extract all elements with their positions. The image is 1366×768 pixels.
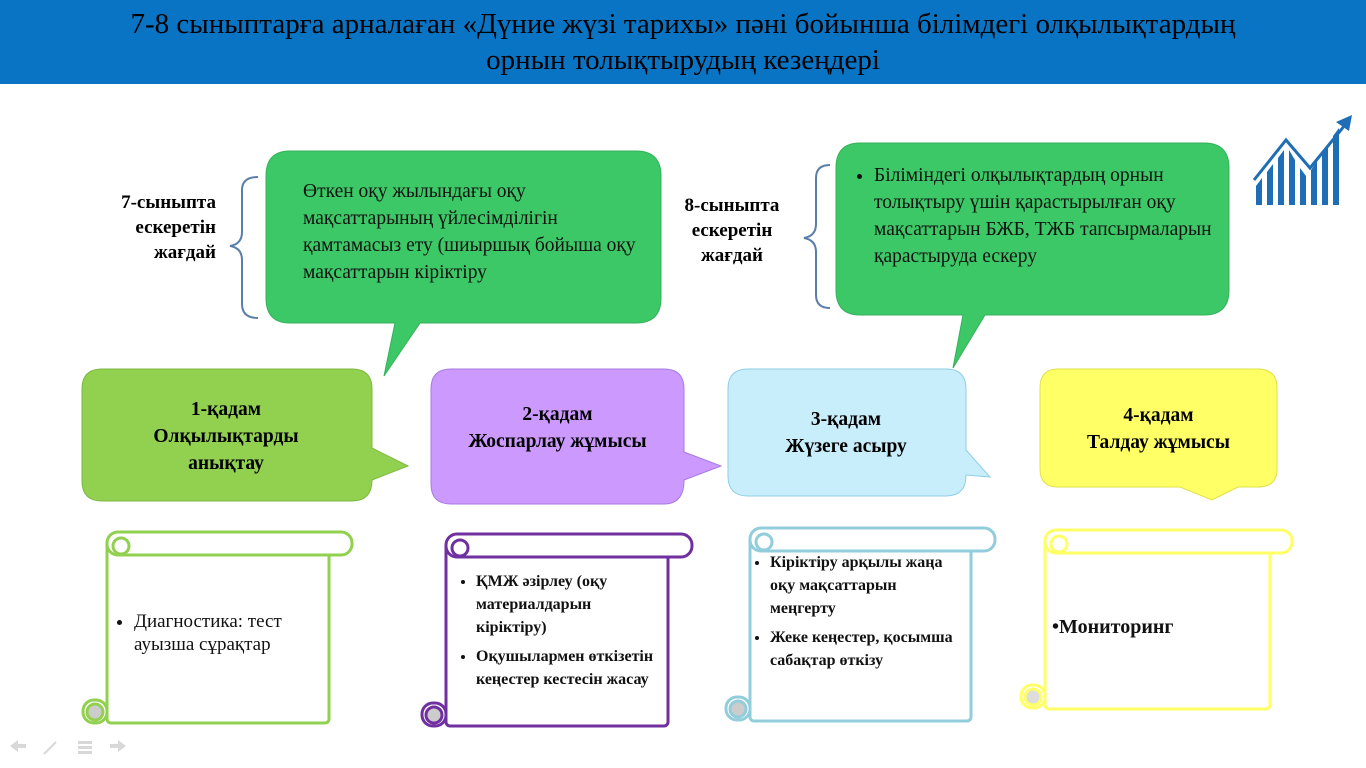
left-label-line1: 7-сыныпта xyxy=(121,192,216,213)
step-3 xyxy=(728,406,964,460)
scroll-4-content: •Мониторинг xyxy=(1052,616,1174,638)
right-label-line2: ескеретін xyxy=(691,220,773,241)
step-4-title: Талдау жұмысы xyxy=(1087,432,1230,453)
left-note-label xyxy=(60,190,216,265)
scroll-4-item-1: Мониторинг xyxy=(1059,616,1174,638)
menu-icon xyxy=(78,741,92,754)
left-brace xyxy=(230,177,258,318)
left-label-line2: ескеретін xyxy=(135,217,216,238)
step-4-number: 4-қадам xyxy=(1123,405,1194,426)
right-label-line1: 8-сыныпта xyxy=(684,195,780,216)
step-1-title-cont: анықтау xyxy=(188,453,264,474)
pen-icon xyxy=(44,742,56,754)
step-3-number: 3-қадам xyxy=(810,409,882,430)
nav-next-icon xyxy=(110,740,126,752)
scroll-3-item-2: • Жеке кеңестер, қосымша сабақтар өткізу xyxy=(770,626,960,672)
right-note-label xyxy=(664,193,800,268)
left-label-line3: жағдай xyxy=(154,242,216,263)
right-label-line3: жағдай xyxy=(701,245,763,266)
slide-title-line1: 7-8 сыныптарға арналаған «Дүние жүзі тарихы» пәні бойынша білімдегі олқылықтардың xyxy=(130,8,1236,40)
scroll-1-item-1: • Диагностика: тест ауызша сұрақтар xyxy=(134,610,324,656)
growth-chart-icon xyxy=(1254,115,1352,205)
right-bubble xyxy=(852,162,1212,276)
right-bubble-text: • Біліміндегі олқылықтардың орнын толықтыру үшін қарастырылған оқу мақсаттарын БЖБ, ТЖБ тапсырмаларын қарастыруда ескеру xyxy=(874,162,1212,270)
scroll-2-item-2: • Оқушылармен өткізетін кеңестер кестесін жасау xyxy=(476,645,659,691)
nav-prev-icon xyxy=(10,740,26,752)
right-brace xyxy=(804,165,830,308)
step-3-title: Жүзеге асыру xyxy=(785,436,907,457)
scroll-1-content xyxy=(112,610,324,662)
slide-title-line2: орнын толықтырудың кезеңдері xyxy=(486,44,880,76)
scroll-3-item-1: • Кіріктіру арқылы жаңа оқу мақсаттарын меңгерту xyxy=(770,551,960,620)
scroll-2-content xyxy=(454,570,659,697)
left-bubble-text: Өткен оқу жылындағы оқу мақсаттарының үйлесімділігін қамтамасыз ету (шиыршық бойыша оқу мақсаттарын кіріктіру xyxy=(303,181,636,283)
step-2-title: Жоспарлау жұмысы xyxy=(468,431,647,452)
step-1-number: 1-қадам xyxy=(190,399,262,420)
step-2 xyxy=(431,401,684,455)
scroll-2-item-1: • ҚМЖ әзірлеу (оқу материалдарын кіріктіру) xyxy=(476,570,659,639)
step-1 xyxy=(90,396,362,477)
step-4 xyxy=(1040,402,1277,456)
step-2-number: 2-қадам xyxy=(522,404,593,425)
scroll-3-content xyxy=(752,551,960,678)
step-1-title: Олқылықтарды xyxy=(153,426,299,447)
